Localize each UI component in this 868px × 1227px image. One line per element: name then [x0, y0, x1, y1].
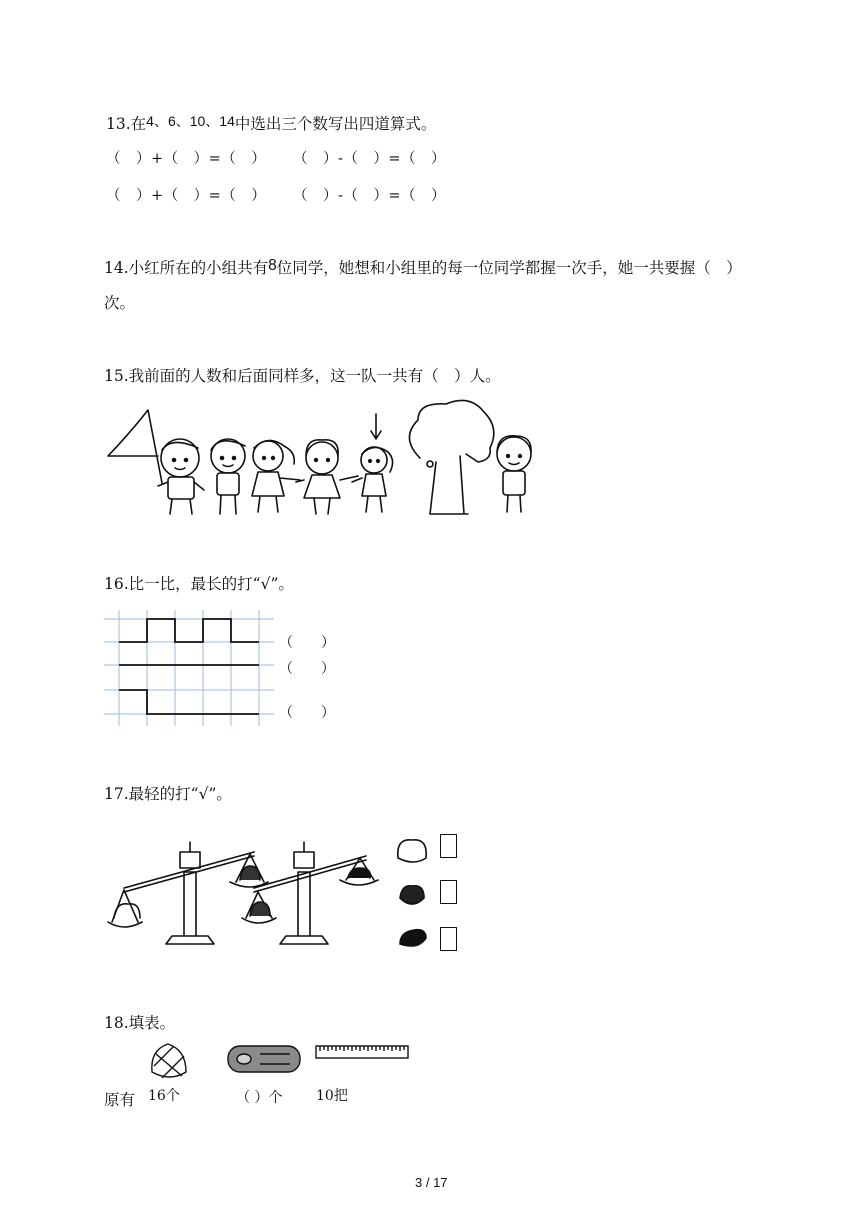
- net-bag-icon: [152, 1044, 186, 1078]
- q13-row2-addition: （ ）+（ ）=（ ）: [106, 188, 267, 204]
- q18-row-label: 原有: [104, 1091, 136, 1109]
- q17-checkbox-radish[interactable]: [440, 880, 457, 904]
- q17-checkbox-eggplant[interactable]: [440, 927, 457, 951]
- q14-line1-start: 14.小红所在的小组共有: [104, 259, 269, 277]
- q13-prompt-start: 13.在: [106, 115, 147, 133]
- q18-item-pictures: [148, 1040, 418, 1085]
- q16-answer-2[interactable]: （ ）: [279, 661, 335, 677]
- q16-answer-1[interactable]: （ ）: [279, 635, 335, 651]
- ruler-icon: [316, 1046, 408, 1058]
- q13-prompt-end: 中选出三个数写出四道算式。: [234, 115, 437, 133]
- child-3-figure: [252, 440, 300, 512]
- q15-queue-illustration: [100, 398, 540, 523]
- q17-text: 17.最轻的打“√”。: [104, 785, 232, 803]
- child-4-figure: [296, 440, 358, 514]
- child-6-figure: [497, 436, 531, 512]
- q13-numbers: 4、6、10、14: [146, 113, 235, 129]
- down-arrow-icon: [371, 414, 381, 439]
- q16-grid-figure: [104, 608, 274, 728]
- page-number: 3 / 17: [415, 1175, 448, 1190]
- cabbage-icon: [398, 840, 426, 862]
- eggplant-on-scale-2: [348, 868, 370, 878]
- balance-scale-2: [242, 842, 378, 944]
- flag-icon: [108, 410, 162, 483]
- q14-count: 8: [268, 257, 277, 274]
- q13-row2-subtraction: （ ）-（ ）=（ ）: [293, 188, 447, 204]
- q15-text: 15.我前面的人数和后面同样多，这一队一共有（ ）人。: [104, 367, 501, 385]
- q18-cell-pencil-case[interactable]: （ ）个: [236, 1090, 283, 1106]
- q18-cell-ruler: 10把: [316, 1088, 348, 1104]
- child-5-figure: [352, 414, 393, 512]
- radish-icon: [400, 886, 424, 904]
- line-a: [119, 619, 259, 642]
- q17-checkbox-cabbage[interactable]: [440, 834, 457, 858]
- q18-text: 18.填表。: [104, 1014, 176, 1032]
- q13-prompt: [106, 112, 436, 134]
- pencil-case-icon: [228, 1046, 300, 1072]
- child-2-figure: [211, 439, 245, 514]
- child-1-figure: [158, 439, 204, 514]
- tree-figure: [409, 400, 493, 514]
- line-c: [119, 690, 259, 714]
- q16-answer-3[interactable]: （ ）: [279, 705, 335, 721]
- q17-balance-scales: [104, 832, 474, 957]
- eggplant-icon: [400, 930, 426, 946]
- q13-row1-subtraction: （ ）-（ ）=（ ）: [293, 151, 447, 167]
- q14-line2: 次。: [104, 294, 136, 312]
- q18-cell-net-bag: 16个: [148, 1088, 180, 1104]
- q13-row1-addition: （ ）+（ ）=（ ）: [106, 151, 267, 167]
- q14-line1: [104, 256, 742, 278]
- balance-scale-1: [108, 842, 268, 944]
- q16-text: 16.比一比，最长的打“√”。: [104, 575, 294, 593]
- q14-line1-end: 位同学，她想和小组里的每一位同学都握一次手，她一共要握（ ）: [276, 259, 742, 277]
